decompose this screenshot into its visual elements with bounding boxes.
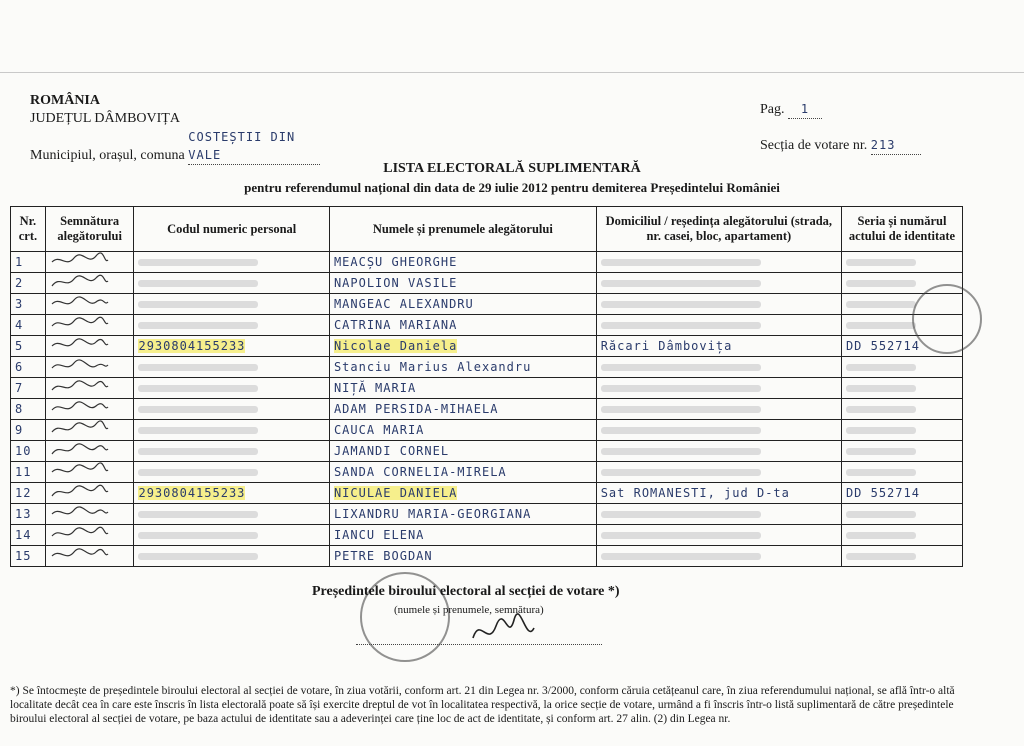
row-signature bbox=[45, 378, 134, 399]
signature-scribble bbox=[50, 315, 110, 331]
redacted-text bbox=[138, 448, 258, 455]
row-cnp bbox=[134, 252, 329, 273]
row-name bbox=[329, 483, 596, 504]
row-number bbox=[11, 420, 46, 441]
signature-scribble bbox=[50, 546, 110, 562]
fold-line bbox=[0, 72, 1024, 73]
table-row bbox=[11, 504, 963, 525]
page-number-block bbox=[760, 100, 822, 119]
redacted-text bbox=[138, 301, 258, 308]
redacted-text bbox=[601, 364, 761, 371]
country-label: ROMÂNIA bbox=[30, 93, 100, 108]
redacted-text bbox=[138, 280, 258, 287]
row-cnp bbox=[134, 378, 329, 399]
row-address bbox=[596, 252, 841, 273]
col-header-nr: Nr. crt. bbox=[11, 207, 46, 252]
row-number bbox=[11, 462, 46, 483]
row-signature bbox=[45, 273, 134, 294]
row-name bbox=[329, 441, 596, 462]
header-left bbox=[30, 92, 320, 165]
row-address bbox=[596, 399, 841, 420]
col-header-name: Numele și prenumele alegătorului bbox=[329, 207, 596, 252]
row-name-text: IANCU ELENA bbox=[333, 527, 425, 542]
row-id-document bbox=[841, 483, 962, 504]
table-row bbox=[11, 462, 963, 483]
row-cnp bbox=[134, 504, 329, 525]
row-name-text: Nicolae Daniela bbox=[333, 338, 458, 353]
locality-value: COSTEȘTII DIN VALE bbox=[188, 128, 320, 165]
row-id-document bbox=[841, 441, 962, 462]
row-id-document bbox=[841, 546, 962, 567]
row-cnp bbox=[134, 441, 329, 462]
row-number-text: 1 bbox=[15, 254, 24, 269]
redacted-text bbox=[846, 322, 916, 329]
table-row bbox=[11, 336, 963, 357]
redacted-text bbox=[601, 301, 761, 308]
table-row bbox=[11, 357, 963, 378]
table-row bbox=[11, 315, 963, 336]
row-id-document bbox=[841, 357, 962, 378]
document-title: LISTA ELECTORALĂ SUPLIMENTARĂ bbox=[383, 161, 641, 176]
row-address bbox=[596, 315, 841, 336]
redacted-text bbox=[601, 406, 761, 413]
row-name-text: JAMANDI CORNEL bbox=[333, 443, 450, 458]
section-value: 213 bbox=[871, 136, 921, 155]
signature-scribble bbox=[50, 357, 110, 373]
redacted-text bbox=[601, 469, 761, 476]
redacted-text bbox=[138, 406, 258, 413]
row-signature bbox=[45, 525, 134, 546]
row-number-text: 4 bbox=[15, 317, 24, 332]
signature-scribble bbox=[50, 441, 110, 457]
section-label: Secția de votare nr. bbox=[760, 138, 868, 153]
row-cnp bbox=[134, 462, 329, 483]
row-name bbox=[329, 546, 596, 567]
col-header-address: Domiciliul / reședința alegătorului (strada, nr. casei, bloc, apartament) bbox=[596, 207, 841, 252]
signature-scribble bbox=[50, 462, 110, 478]
row-number-text: 14 bbox=[15, 527, 32, 542]
row-id-document-text: DD 552714 bbox=[845, 485, 920, 500]
redacted-text bbox=[846, 448, 916, 455]
row-name-text: NIȚĂ MARIA bbox=[333, 380, 417, 395]
signature-scribble bbox=[50, 252, 110, 268]
redacted-text bbox=[846, 406, 916, 413]
redacted-text bbox=[846, 469, 916, 476]
redacted-text bbox=[846, 427, 916, 434]
row-signature bbox=[45, 546, 134, 567]
row-number bbox=[11, 546, 46, 567]
row-signature bbox=[45, 357, 134, 378]
section-number-block bbox=[760, 136, 921, 155]
county-label: JUDEȚUL DÂMBOVIȚA bbox=[30, 111, 180, 126]
redacted-text bbox=[138, 385, 258, 392]
row-signature bbox=[45, 399, 134, 420]
table-row bbox=[11, 378, 963, 399]
row-number bbox=[11, 357, 46, 378]
signature-scribble bbox=[50, 525, 110, 541]
table-row bbox=[11, 483, 963, 504]
row-signature bbox=[45, 336, 134, 357]
row-address-text: Sat ROMANESTI, jud D-ta bbox=[600, 485, 790, 500]
row-number bbox=[11, 378, 46, 399]
redacted-text bbox=[138, 364, 258, 371]
table-row bbox=[11, 546, 963, 567]
row-id-document-text: DD 552714 bbox=[845, 338, 920, 353]
redacted-text bbox=[138, 553, 258, 560]
row-id-document bbox=[841, 504, 962, 525]
page-label: Pag. bbox=[760, 102, 785, 117]
redacted-text bbox=[846, 364, 916, 371]
row-name-text: SANDA CORNELIA-MIRELA bbox=[333, 464, 507, 479]
signature-scribble bbox=[50, 273, 110, 289]
row-id-document bbox=[841, 399, 962, 420]
signature-scribble bbox=[50, 294, 110, 310]
row-address bbox=[596, 273, 841, 294]
president-signature-subtitle: (numele și prenumele, semnătura) bbox=[394, 604, 544, 616]
row-name bbox=[329, 273, 596, 294]
row-address bbox=[596, 462, 841, 483]
stamp-right bbox=[912, 284, 982, 354]
redacted-text bbox=[601, 448, 761, 455]
signature-scribble bbox=[50, 483, 110, 499]
row-number bbox=[11, 336, 46, 357]
locality-label: Municipiul, orașul, comuna bbox=[30, 148, 185, 163]
redacted-text bbox=[138, 322, 258, 329]
row-signature bbox=[45, 504, 134, 525]
signature-scribble bbox=[50, 420, 110, 436]
redacted-text bbox=[601, 511, 761, 518]
row-number-text: 3 bbox=[15, 296, 24, 311]
voter-list-table bbox=[10, 206, 963, 567]
signature-scribble bbox=[50, 378, 110, 394]
redacted-text bbox=[846, 385, 916, 392]
row-number-text: 13 bbox=[15, 506, 32, 521]
redacted-text bbox=[601, 385, 761, 392]
row-signature bbox=[45, 252, 134, 273]
row-cnp bbox=[134, 273, 329, 294]
row-number-text: 2 bbox=[15, 275, 24, 290]
row-number bbox=[11, 525, 46, 546]
table-header-row bbox=[11, 207, 963, 252]
redacted-text bbox=[138, 469, 258, 476]
row-cnp-text: 2930804155233 bbox=[138, 338, 246, 353]
row-name-text: Stanciu Marius Alexandru bbox=[333, 359, 532, 374]
row-cnp bbox=[134, 357, 329, 378]
col-header-id: Seria și numărul actului de identitate bbox=[841, 207, 962, 252]
row-name-text: LIXANDRU MARIA-GEORGIANA bbox=[333, 506, 532, 521]
redacted-text bbox=[138, 532, 258, 539]
row-name-text: MANGEAC ALEXANDRU bbox=[333, 296, 474, 311]
row-cnp bbox=[134, 399, 329, 420]
row-address bbox=[596, 357, 841, 378]
row-name bbox=[329, 378, 596, 399]
row-cnp bbox=[134, 315, 329, 336]
table-row bbox=[11, 441, 963, 462]
handwritten-signature bbox=[468, 608, 538, 652]
row-address-text: Răcari Dâmbovița bbox=[600, 338, 733, 353]
row-name-text: CATRINA MARIANA bbox=[333, 317, 458, 332]
redacted-text bbox=[846, 511, 916, 518]
redacted-text bbox=[601, 427, 761, 434]
row-number bbox=[11, 399, 46, 420]
row-name-text: NICULAE DANIELA bbox=[333, 485, 458, 500]
row-number bbox=[11, 294, 46, 315]
row-signature bbox=[45, 462, 134, 483]
redacted-text bbox=[601, 259, 761, 266]
row-id-document bbox=[841, 378, 962, 399]
row-name bbox=[329, 294, 596, 315]
row-name bbox=[329, 336, 596, 357]
row-cnp bbox=[134, 336, 329, 357]
row-name bbox=[329, 399, 596, 420]
row-cnp-text: 2930804155233 bbox=[138, 485, 246, 500]
row-signature bbox=[45, 420, 134, 441]
row-name bbox=[329, 252, 596, 273]
footnote: *) Se întocmește de președintele biroului electoral al secției de votare, în ziua votării, conform art. 21 din Legea nr. 3/2000, conform căruia cetățeanul care, în ziua referendumului național, se află într-o altă localitate decât cea în care este înscris în lista electorală poate să își exercite dreptul de vot în localitatea respectivă, la orice secție de votare, urmând a fi înscris într-o listă suplimentară de către președintele biroului electoral al secției de votare, pe baza actului de identitate sau a adeverinței care ține loc de act de identitate, și conform art. 27 alin. (2) din Legea nr. bbox=[10, 685, 955, 725]
row-name bbox=[329, 315, 596, 336]
redacted-text bbox=[601, 280, 761, 287]
row-signature bbox=[45, 483, 134, 504]
row-id-document bbox=[841, 420, 962, 441]
row-number-text: 6 bbox=[15, 359, 24, 374]
row-name bbox=[329, 420, 596, 441]
row-name bbox=[329, 504, 596, 525]
row-cnp bbox=[134, 525, 329, 546]
signature-scribble bbox=[50, 336, 110, 352]
row-number bbox=[11, 315, 46, 336]
table-row bbox=[11, 525, 963, 546]
row-name bbox=[329, 357, 596, 378]
row-address bbox=[596, 336, 841, 357]
row-id-document bbox=[841, 462, 962, 483]
row-address bbox=[596, 441, 841, 462]
row-name-text: MEACȘU GHEORGHE bbox=[333, 254, 458, 269]
redacted-text bbox=[138, 259, 258, 266]
table-row bbox=[11, 399, 963, 420]
row-signature bbox=[45, 294, 134, 315]
redacted-text bbox=[846, 280, 916, 287]
president-signature-title: Președintele biroului electoral al secției de votare *) bbox=[312, 584, 620, 599]
table-row bbox=[11, 252, 963, 273]
document-subtitle: pentru referendumul național din data de 29 iulie 2012 pentru demiterea Președintelui României bbox=[244, 180, 780, 195]
redacted-text bbox=[846, 532, 916, 539]
row-number-text: 15 bbox=[15, 548, 32, 563]
table-row bbox=[11, 420, 963, 441]
page-value: 1 bbox=[788, 100, 822, 119]
row-address bbox=[596, 546, 841, 567]
row-number-text: 11 bbox=[15, 464, 32, 479]
row-id-document bbox=[841, 525, 962, 546]
row-address bbox=[596, 525, 841, 546]
redacted-text bbox=[846, 301, 916, 308]
row-cnp bbox=[134, 546, 329, 567]
row-number bbox=[11, 483, 46, 504]
row-name bbox=[329, 525, 596, 546]
redacted-text bbox=[138, 427, 258, 434]
redacted-text bbox=[601, 553, 761, 560]
row-cnp bbox=[134, 483, 329, 504]
redacted-text bbox=[138, 511, 258, 518]
signature-scribble bbox=[50, 399, 110, 415]
row-number-text: 8 bbox=[15, 401, 24, 416]
row-address bbox=[596, 504, 841, 525]
table-row bbox=[11, 273, 963, 294]
row-signature bbox=[45, 441, 134, 462]
row-number-text: 10 bbox=[15, 443, 32, 458]
row-number-text: 7 bbox=[15, 380, 24, 395]
row-name-text: CAUCA MARIA bbox=[333, 422, 425, 437]
redacted-text bbox=[601, 322, 761, 329]
row-signature bbox=[45, 315, 134, 336]
row-number bbox=[11, 504, 46, 525]
redacted-text bbox=[846, 259, 916, 266]
signature-scribble bbox=[50, 504, 110, 520]
redacted-text bbox=[846, 553, 916, 560]
row-number bbox=[11, 252, 46, 273]
row-number-text: 12 bbox=[15, 485, 32, 500]
row-number-text: 9 bbox=[15, 422, 24, 437]
table-body bbox=[11, 252, 963, 567]
row-name-text: PETRE BOGDAN bbox=[333, 548, 433, 563]
table-row bbox=[11, 294, 963, 315]
row-address bbox=[596, 378, 841, 399]
row-name-text: NAPOLION VASILE bbox=[333, 275, 458, 290]
row-id-document bbox=[841, 252, 962, 273]
redacted-text bbox=[601, 532, 761, 539]
row-cnp bbox=[134, 420, 329, 441]
col-header-signature: Semnătura alegătorului bbox=[45, 207, 134, 252]
row-number bbox=[11, 273, 46, 294]
row-number-text: 5 bbox=[15, 338, 24, 353]
row-address bbox=[596, 420, 841, 441]
row-address bbox=[596, 483, 841, 504]
row-address bbox=[596, 294, 841, 315]
row-name-text: ADAM PERSIDA-MIHAELA bbox=[333, 401, 499, 416]
row-number bbox=[11, 441, 46, 462]
row-cnp bbox=[134, 294, 329, 315]
row-name bbox=[329, 462, 596, 483]
col-header-cnp: Codul numeric personal bbox=[134, 207, 329, 252]
